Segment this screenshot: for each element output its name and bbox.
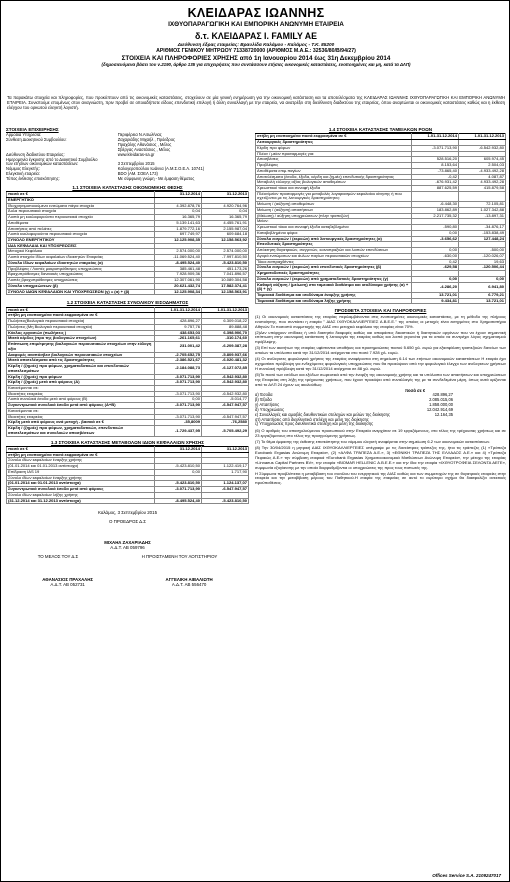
row-value: 16.365,79 (155, 215, 202, 221)
table-header-cell: 31.12.2013 (202, 192, 249, 198)
row-value: 10.089.304,58 (202, 278, 249, 284)
printer-footer: Offices Service S.A. 2109247017 (432, 872, 501, 878)
row-value: -3.656,62 (412, 236, 459, 242)
row-value: -4.933.492,28 (459, 168, 506, 174)
row-value: 12.307.061,90 (155, 278, 202, 284)
equity-changes-table (6, 446, 249, 504)
row-label: ΣΥΝΟΛΟ ΕΝΕΡΓΗΤΙΚΟΥ (7, 237, 155, 243)
row-value: 4.933.492,28 (459, 180, 506, 186)
row-value: -629,58 (412, 265, 459, 271)
row-value: -6.542.932,80 (202, 380, 249, 386)
table-header-cell: 1.01-31.12.2014 (412, 134, 459, 140)
row-value: 385.461,48 (155, 266, 202, 272)
signatures (6, 510, 249, 587)
company-info-value: Καλογεροπούλου Ιωάννα (Α.Μ.Σ.Ο.Ε.Λ. 10741) (117, 166, 205, 172)
company-address: Διεύθυνση έδρας εταιρείας: Βραυλίδα Καλάμου - Καλάμος - Τ.Κ. 85200 (177, 42, 335, 48)
row-label: Λοιπά μη κυκλοφορούντα περιουσιακά στοιχεία (7, 215, 155, 221)
place-date: Καλάμος, 3 Σεπτεμβρίου 2015 (97, 510, 158, 516)
row-label: Μικτά κέρδος (προ της βιολογικών στοιχείων) (7, 336, 155, 342)
note-paragraph: (3) Επί των ακινήτων της εταιρίας υφίστανται υποθήκες και προσημειώσεις ποσού 5.650 χιλ. ευρώ για εξασφάλιση τραπεζικών δανείων των οποίων τα υπόλοιπα κατά την 31/12/2014 ανέρχονται στο ποσό 7.928 χιλ. ευρώ. (255, 345, 506, 356)
row-label: Κέρδη / (ζημιές) προ φόρων (7, 374, 155, 380)
row-value: 72.105,81 (459, 202, 506, 208)
company-brand: δ.τ. ΚΛΕΙΔΑΡΑΣ Ι. FAMILY AE (194, 30, 318, 41)
row-value: 0,00 (459, 276, 506, 282)
row-value: 451.173,26 (202, 266, 249, 272)
row-label: Διαφορές αναπόσβεσ βιολογικών περιουσιακών στοιχείων (7, 352, 155, 358)
company-info-value: Ζαχαριάδης Μιχαήλ , Πρόεδρος (117, 137, 176, 143)
row-value: -5.423.810,50 (202, 498, 249, 504)
row-value: 1.717,90 (202, 469, 249, 475)
row-label: Κατανέμονται σε: (7, 408, 155, 414)
row-value: -35,8009 (155, 420, 202, 426)
row-value: -6.127.072,85 (202, 364, 249, 374)
row-value: 9.434,81 (412, 298, 459, 304)
row-label: Σύνολο εισροών / (εκροών) από λειτουργικές δραστηριότητες (α) (256, 236, 412, 242)
row-label: Βραχυπρόθεσμες δανειακές υποχρεώσεις (7, 272, 155, 278)
row-value: -310.174,60 (202, 336, 249, 342)
row-value: -3.071.713,90 (155, 414, 202, 420)
row-value: 0,00 (155, 397, 202, 403)
row-label: (01.01.2014 και 01.01.2013 αντίστοιχα) (7, 464, 155, 470)
row-label: Σύνολο ιδίων κεφαλαίων λήξης χρήσης (7, 492, 155, 498)
accounting-title: Η ΠΡΟΙΣΤΑΜΕΝΗ ΤΟΥ ΛΟΓΙΣΤΗΡΙΟΥ (141, 554, 218, 560)
row-value: -8.495.524,40 (155, 260, 202, 266)
row-label: Ιδιοκτήτες εταιρείας (7, 391, 155, 397)
row-value: -261.165,61 (155, 336, 202, 342)
row-label: Πλέον/μείον προσαρμογές για μεταβολές λογαριασμών κεφαλαίου κίνησης ή που σχετίζονται με τις λειτουργικές δραστηριότητες: (256, 191, 412, 201)
row-label: Σύνολο ιδίων κεφαλαίων έναρξης χρήσης (7, 458, 155, 464)
row-label: Απόκτηση θυγατρικών, συγγενών, κοινοπραξιών και λοιπών επενδύσεων (256, 248, 412, 254)
row-label: Συγκεντρωτικά συνολικά έσοδα μετά από φόρους (7, 487, 155, 493)
chairman-id: Α.Δ.Τ. ΑΒ 059796 (110, 544, 145, 550)
note-paragraph: (1) Οι οικονομικές καταστάσεις της εταιρίας περιλαμβάνονται στις ενοποιημένες οικονομικές καταστάσεις, με τη μέθοδο της πλήρους ενοποίησης, που συντάσει η εταιρία " ΔΙΑΣ ΙΧΘΥΟΚΑΛΛΙΕΡΓΕΙΕΣ Α.Β.Ε.Ε." της οποίας οι μετοχές είναι εισηγμένες στο Χρηματιστήριο Αθηνών.Το ποσοστό συμμετοχής της ΔΙΑΣ στο μετοχικό κεφάλαιο της εταιρίας είναι 70%. (255, 313, 506, 329)
row-value: 528.516,20 (412, 157, 459, 163)
row-value: -2.184.088,73 (155, 364, 202, 374)
note-paragraph: (2)Δεν υπάρχουν επίδικες ή υπό διαιτησία διαφορές καθώς και αποφάσεις δικαστικών ή διαιτητικών οργάνων που να έχουν σημαντική επίπτωση στην οικονομική κατάσταση ή λειτουργία της εταιρίας καθώς και λοιπά γεγονότα για τα οποία να συντρέχει λόγος σχηματισμού πρόβλεψης. (255, 329, 506, 345)
row-value: -7.997.810,50 (202, 255, 249, 261)
row-value: -120.026,07 (459, 253, 506, 259)
row-label: Καθαρή αύξηση / (μείωση) στα ταμειακά διαθέσιμα και ισοδύναμα χρήσης (α) + (β) + (γ) (256, 282, 412, 292)
row-value: 89.888,48 (202, 324, 249, 330)
row-value: 13.721,01 (412, 292, 459, 298)
row-value: 0,04 (155, 209, 202, 215)
row-label: Επενδυτικές δραστηριότητες (256, 242, 412, 248)
row-label: Προβλέψεις (256, 163, 412, 169)
company-info-row (6, 177, 249, 182)
row-label: Κέρδη προ φόρων (256, 145, 412, 151)
row-value: 8.153,64 (412, 163, 459, 169)
company-info-value: 3 Σεπτεμβρίου 2015 (117, 161, 155, 167)
row-value: -6.020.481,32 (202, 358, 249, 364)
row-value: 6.309.018,22 (202, 319, 249, 325)
row-label: στήλη μη ενοποιημένα ποσά εκφρασμένα σε € (7, 313, 155, 319)
row-label: Πλέον / μείον προσαρμογές για: (256, 151, 412, 157)
row-value: 7.041.896,57 (202, 272, 249, 278)
amount-value: 12.042.914,69 (426, 406, 453, 412)
row-value: 1.027.342,88 (459, 207, 506, 213)
row-label: Πωλήσεις (Μη Βιολογικά περιουσιακά στοιχεία) (7, 324, 155, 330)
company-info-key: Ημερομηνία έγκρισης από το Διοικητικό Συμβούλιο (6, 156, 98, 162)
row-value: -6.209.387,28 (202, 342, 249, 352)
row-value: -590,80 (412, 225, 459, 231)
row-value: 13.721,01 (459, 298, 506, 304)
amount-label: γ) Απαιτήσεις (255, 402, 280, 408)
row-label: Μετοχικό Κεφάλαιο (7, 249, 155, 255)
table-header-cell: 1.01-31.12.2013 (202, 307, 249, 313)
row-label: Απαιτήσεις από πελάτες (7, 226, 155, 232)
row-label: Λοιπά συνολικά έσοδα μετά από φόρους (Β) (7, 397, 155, 403)
row-value: -4.286,20 (412, 282, 459, 292)
row-value: -153.838,49 (459, 230, 506, 236)
row-label: Σύνολο ιδίων κεφαλαίων έναρξης χρήσης (7, 475, 155, 481)
row-value: -3.071.713,90 (155, 374, 202, 380)
company-name: ΚΛΕΙΔΑΡΑΣ ΙΩΑΝΝΗΣ (187, 6, 325, 20)
amounts-header: ποσά σε € (405, 387, 426, 393)
table-row (7, 342, 249, 352)
row-value: -630,00 (412, 253, 459, 259)
table-header-cell: ποσά σε € (7, 447, 155, 453)
table-header-cell: 31.12.2013 (202, 447, 249, 453)
row-label: Μείωση / (αύξηση) αποθεμάτων (256, 202, 412, 208)
intro-paragraph: Τα παρακάτω στοιχεία και πληροφορίες, που προκύπτουν από τις οικονομικές καταστάσεις, στοχεύουν σε μία γενική ενημέρωση για την οικονομική κατάσταση και τα αποτελέσματα της ΚΛΕΙΔΑΡΑΣ ΙΩΑΝΝΗΣ ΙΧΘΥΟΠΑΡΑΓΩΓΙΚΗ ΚΑΙ ΕΜΠΟΡΙΚΗ ΑΝΩΝΥΜΗ ΕΤΑΙΡΕΙΑ. Συνιστούμε επομένως στον αναγνώστη, πριν προβεί σε οποιαδήποτε είδους επενδυτική επιλογή ή άλλη συναλλαγή με την εταιρεία, να ανατρέξει στη διεύθυνση διαδικτύου της εταιρείας, όπου αναρτώνται οι οικονομικές καταστάσεις καθώς και η έκθεση ελέγχου του ορκωτού ελεγκτή λογιστή. (7, 95, 505, 111)
row-value: 16.365,79 (202, 215, 249, 221)
row-label: Μικτά αποτελέσματα από τις δραστηριότητες (7, 358, 155, 364)
cashflow-title: 1.4 ΣΤΟΙΧΕΙΑ ΚΑΤΑΣΤΑΣΗΣ ΤΑΜΕΙΑΚΩΝ ΡΟΩΝ (328, 127, 433, 132)
row-value: -120.506,44 (459, 265, 506, 271)
row-label: (Μείωση) / αύξηση υποχρεώσεων (πλην τραπεζών) (256, 213, 412, 219)
row-value: 0,04 (202, 209, 249, 215)
row-label: Σύνολο υποχρεώσεων (β) (7, 283, 155, 289)
row-label: Ιδιοκτήτες εταιρείας (7, 414, 155, 420)
row-label: Καταβεβλημένοι φόροι (256, 230, 412, 236)
company-info-key: των ετήσιων οικονομικών καταστάσεων: (6, 161, 79, 167)
row-label: (01.01.2014 και 01.01.2013 αντίστοιχα) (7, 481, 155, 487)
company-info-key: Αρμόδια Υπηρεσία: (6, 132, 42, 138)
company-info-list (6, 133, 249, 181)
member-name: ΑΘΑΝΑΣΙΟΣ ΠΡΑΧΑΛΗΣ (42, 577, 94, 583)
row-label: Προβλέψεις / Λοιπές μακροπρόθεσμες υποχρεώσεις (7, 266, 155, 272)
row-value: 428.896,27 (155, 319, 202, 325)
row-label: Λοιπά στοιχεία Ιδίων κεφαλαίων ιδιοκτητών Εταιρείας (7, 255, 155, 261)
document-header (5, 7, 507, 67)
row-value: 0,00 (412, 248, 459, 254)
cashflow-table (255, 133, 506, 304)
member-title: ΤΟ ΜΕΛΟΣ ΤΟΥ Δ.Σ (37, 554, 79, 560)
row-label: Αποθέματα (7, 220, 155, 226)
row-label: ΕΝΕΡΓΗΤΙΚΟ (7, 197, 155, 203)
company-activity: ΙΧΘΥΟΠΑΡΑΓΩΓΙΚΗ ΚΑΙ ΕΜΠΟΡΙΚΗ ΑΝΩΝΥΜΗ ΕΤΑΙΡΕΙΑ (168, 21, 344, 29)
table-header-cell: ποσά σε € (7, 192, 155, 198)
company-info-title: ΣΤΟΙΧΕΙΑ ΕΠΙΧΕΙΡΗΣΗΣ (6, 127, 59, 132)
note-paragraph: (6) Ο αριθμός του απασχολούμενου προσωπικού στην Εταιρεία ανερχόταν σε 19 εργαζόμενους, στο τέλος της τρέχουσας χρήσεως και σε 23 εργαζόμενους στο τέλος της προηγούμενης χρήσεως. (255, 428, 506, 439)
row-value: -2.386.521,67 (155, 358, 202, 364)
company-info-value: Σβέργας Αναστάσιος , Μέλος (117, 146, 171, 152)
row-value: 438.653,03 (155, 330, 202, 336)
row-value: 17.582.374,41 (202, 283, 249, 289)
row-value: 20.621.432,74 (155, 283, 202, 289)
row-label: Λοιπά κυκλοφορούντα περιουσιακά στοιχεία (7, 232, 155, 238)
row-label: στήλη μη ενοποιημένα ποσά εκφρασμένα σε € (7, 452, 155, 458)
row-value: -5.423.810,50 (202, 260, 249, 266)
table-header-cell: 1.01-31.12.2013 (459, 134, 506, 140)
row-label: Αποθέματα επιμ.παγίων (256, 168, 412, 174)
row-value: 19,63 (459, 259, 506, 265)
row-label: Κατανέμονται σε: (7, 386, 155, 392)
row-value: 2.504,03 (459, 163, 506, 169)
row-value: -11.069.524,40 (155, 255, 202, 261)
row-label: Ταμειακά διαθέσιμα και ισοδύναμα έναρξης χρήσης (256, 292, 412, 298)
row-value: 0,00 (155, 469, 202, 475)
row-label: Κέρδη / (ζημιές) προ φόρων, χρηματοδοτικών, επενδυτικών αποτελεσμάτων και συνολικών αποσβέσεων (7, 426, 155, 436)
row-value: -3.071.713,90 (412, 145, 459, 151)
row-value: -76,2580 (202, 420, 249, 426)
amount-label: στ) Απαιτήσεις από διευθυντικά στελέχη και μέλη της διοίκησης (255, 416, 369, 422)
note-paragraph: Η Σύμφωνα προβλέπεται η μεταβίβαση του συνόλου του ενεργητικού της ΔΙΑΣ καθώς και των συμμετοχών της σε θυγατρικές εταιρείες στην εταιρεία και την μεταβίβαση μέρους του Παθητικού.Η εταιρία της εταιρείας σε αυτό το ευρύτερο σχήμα θα διασφαλίζει ανεκτικές προϋποθέσεις. (255, 470, 506, 486)
row-label: Σύνολο Ιδίων κεφαλαίων ιδιοκτητών εταιρείας (α) (7, 260, 155, 266)
row-value: 12.158.563,92 (202, 237, 249, 243)
row-value: -5.423.810,50 (155, 464, 202, 470)
row-value: -1.729.437,95 (155, 426, 202, 436)
note-paragraph: (4) Οι ανέλεγκτες φορολογικά χρήσεις της εταιρίας αναφέρονται στη σημείωση 6.14 των ετήσιων οικονομικών καταστάσεων Η εταιρία έχει σχηματίσει πρόβλεψη για ενδεχόμενες φορολογικές υποχρεώσεις που θα προκύψουν από την φορολογικό έλεγχο των ανέλεγκτων χρήσεων Η συνολική πρόβλεψη κατά την 31/12/2014 ανέρχεται σε 88 χιλ. ευρώ. (255, 356, 506, 371)
row-value: 7.928.909,36 (155, 272, 202, 278)
row-label: (31.12.2014 και 31.12.2013 αντίστοιχα) (7, 498, 155, 504)
row-value (412, 191, 459, 201)
table-row (256, 191, 506, 201)
row-value: -3.071.713,90 (155, 487, 202, 493)
member-id: Α.Δ.Τ. ΑΒ 052731 (50, 582, 85, 588)
row-value: 12.125.908,34 (155, 289, 202, 295)
row-value: -34.876,17 (459, 225, 506, 231)
amount-label: β) Έξοδα (255, 397, 272, 403)
row-label: ΙΔΙΑ ΚΕΦΑΛΑΙΑ ΚΑΙ ΥΠΟΧΡΕΩΣΕΙΣ (7, 243, 155, 249)
row-label: Κέρδη / (ζημιές) μετά από φόρους (Α) (7, 380, 155, 386)
row-value: 605.974,45 (459, 157, 506, 163)
row-value: -13.897,31 (459, 213, 506, 219)
amount-label: ζ) Υποχρεώσεις προς διευθυντικά στελέχη και μέλη της διοίκησης (255, 421, 374, 427)
row-value: 1.122.419,17 (202, 464, 249, 470)
row-value: 6.398.906,70 (202, 330, 249, 336)
left-column (6, 125, 249, 588)
table-header-cell: 1.01-31.12.2014 (155, 307, 202, 313)
row-value: -6.542.932,80 (459, 145, 506, 151)
company-info-key: Σύνθεση Διοικητικού Συμβουλίου: (6, 137, 67, 143)
note-paragraph: (7) Το θέμα έμφασης της έκθεσης επισκόπησης του νόμιμου ελεγκτή αναφέρεται στην σημείωση 6.2 των οικονομικών καταστάσεων. (255, 439, 491, 445)
table-row (7, 364, 249, 374)
row-value: 231.001,42 (155, 342, 202, 352)
row-value: -5.423.810,50 (155, 481, 202, 487)
row-label: Σύνολο εισροών / (εκροών) από χρηματοδοτικές δραστηριότητες (γ) (256, 276, 412, 282)
balance-title: 1.1 ΣΤΟΙΧΕΙΑ ΚΑΤΑΣΤΑΣΗΣ ΟΙΚΟΝΟΜΙΚΗΣ ΘΕΣΗΣ (72, 184, 183, 190)
company-info-value: www.kleidaras-sa.gr (117, 151, 155, 157)
row-value: -8.495.524,40 (155, 498, 202, 504)
chairman-title: Ο ΠΡΟΕΔΡΟΣ Δ.Σ (109, 518, 146, 524)
row-value: 5.139.141,63 (155, 220, 202, 226)
row-label: Επίπτωση επιμέτρησης βιολογικών περιουσιακών στοιχείων στην εύλογη αξία (7, 342, 155, 352)
row-value: -500,00 (459, 248, 506, 254)
row-value: -3.071.713,90 (155, 380, 202, 386)
accounting-name: ΑΓΓΕΛΙΚΗ ΑΙΒΑΛΙΩΤΗ (165, 577, 213, 583)
amount-row (255, 422, 506, 427)
row-label: Κέρδη μετά από φόρους ανά μετοχή - βασικά σε € (7, 420, 155, 426)
row-value: 2.155.987,04 (202, 226, 249, 232)
row-value: -6.547.947,57 (202, 487, 249, 493)
amount-value: 1.858.000,00 (429, 402, 453, 408)
row-value: 127.448,24 (459, 236, 506, 242)
income-statement-table (6, 307, 249, 437)
company-info-key: Ελεγκτική εταιρεία: (6, 171, 40, 177)
table-header-cell: 31.12.2014 (155, 192, 202, 198)
row-label: Χρεωστικοί τόκοι και συναφή έξοδα (256, 186, 412, 192)
table-header-cell: 31.12.2014 (155, 447, 202, 453)
row-label: Συγκεντρωτικά συνολικά έσοδα μετά από φόρους (Α+Β) (7, 403, 155, 409)
chairman-name: ΜΙΧΑΗΛ ΖΑΧΑΡΙΑΔΗΣ (104, 539, 151, 545)
row-label: Κέρδη / (ζημιές) προ φόρων, χρηματοδοτικών και επενδυτικών αποτελεσμάτων (7, 364, 155, 374)
row-value (459, 191, 506, 201)
note-paragraph: (5)Το ποσό των εσόδων και εξόδων σωρευτικά από την έναρξη της οικονομικής χρήσης και τα υπόλοιπα των απαιτήσεων και υποχρεώσεων της Εταιρείας στη λήξη της τρέχουσας χρήσεως, που έχουν προκύψει από συναλλαγές της με τα συνδεδεμένα μέρη, όπως αυτά ορίζονται από το ΔΛΠ 24 έχουν ως ακολούθως: (255, 371, 506, 387)
row-label: Μεταβολή εύλογης αξίας βιολογικών αποθεμάτων (256, 180, 412, 186)
row-label: Αγορά ενσώματων και άυλων παγίων περιουσιακών στοιχείων (256, 253, 412, 259)
row-value: 4.455.761,91 (202, 220, 249, 226)
row-value: -6.542.932,80 (202, 391, 249, 397)
document-subtitle: (δημοσιευόμενα βάσει του ν.2190, άρθρο 135 για επιχειρήσεις που συντάσσουν ετήσιες οικονομικές καταστάσεις, ενοποιημένες και μη, κατά τα ΔΛΠ) (101, 62, 411, 68)
right-column (255, 125, 506, 487)
row-value: -0,42 (412, 174, 459, 180)
income-title: 1.2 ΣΤΟΙΧΕΙΑ ΚΑΤΑΣΤΑΣΗΣ ΣΥΝΟΛΙΚΟΥ ΕΙΣΟΔΗΜΑΤΟΣ (66, 300, 189, 306)
row-value: 12.158.563,91 (202, 289, 249, 295)
balance-sheet-table (6, 191, 249, 295)
company-info-key: Νόμιμος Ελεγκτής: (6, 166, 40, 172)
row-value: -3.071.713,90 (155, 391, 202, 397)
notes-paragraphs (255, 315, 506, 388)
row-label: Αποσβέσεις (256, 157, 412, 163)
row-label: Τόκοι εισπραχθέντες (256, 259, 412, 265)
row-value: -6.547.947,57 (202, 403, 249, 409)
row-label: Αποτελέσματα (έσοδα, έξοδα, κέρδη και ζημιές) επενδυτικής δραστηριότητας (256, 174, 412, 180)
row-value: 12.125.908,35 (155, 237, 202, 243)
row-value: 6.779,21 (459, 292, 506, 298)
row-value: 4.392.878,76 (155, 203, 202, 209)
row-label: Επίδραση IAS 19 (7, 469, 155, 475)
document-title: ΣΤΟΙΧΕΙΑ ΚΑΙ ΠΛΗΡΟΦΟΡΙΕΣ ΧΡΗΣΗΣ από 1η Ιανουαρίου 2014 έως 31η Δεκεμβρίου 2014 (121, 54, 391, 62)
row-value: -5.809.937,66 (202, 352, 249, 358)
row-label: Μείον: (256, 219, 412, 225)
amount-value (405, 422, 453, 427)
company-info-value: Με σύμφωνη γνώμη - Με έμφαση θέματος (117, 175, 195, 181)
table-row (7, 498, 249, 504)
row-value: 9.757,76 (155, 324, 202, 330)
equity-title: 1.3 ΣΤΟΙΧΕΙΑ ΚΑΤΑΣΤΑΣΗΣ ΜΕΤΑΒΟΛΩΝ ΙΔΙΩΝ ΚΕΦΑΛΑΙΩΝ ΧΡΗΣΗΣ (50, 439, 205, 445)
amount-label: ε) Συναλλαγές και αμοιβές διευθυντικών στελεχών και μελών της διοίκησης (255, 411, 390, 417)
amount-label: δ) Υποχρεώσεις (255, 406, 285, 412)
row-value: 0,42 (412, 259, 459, 265)
row-label: Άυλα περιουσιακά στοιχεία (7, 209, 155, 215)
row-label: Χρηματοδοτικές δραστηριότητες (256, 271, 412, 277)
table-row (7, 426, 249, 436)
row-value: -6.542.932,80 (202, 374, 249, 380)
company-info-value: Πραχάλης Αθανάσιος , Μέλος (117, 142, 172, 148)
row-value: -5.705.492,29 (202, 426, 249, 436)
row-label: Ιδιοχρησιμοποιούμενα ενσώματα πάγια στοιχεία (7, 203, 155, 209)
table-row (256, 298, 506, 304)
table-header-cell: στήλη μη ενοποιημένα ποσά εκφρασμένα σε € (256, 134, 412, 140)
row-value: 1.879.772,16 (155, 226, 202, 232)
notes-paragraphs-2 (255, 429, 506, 486)
accounting-id: Α.Δ.Τ. ΑΒ 556470 (171, 582, 207, 588)
row-label: Ταμειακά διαθέσιμα και ισοδύναμα λήξης χρήσης (256, 298, 412, 304)
row-value: -6.448,30 (412, 202, 459, 208)
row-value: 2.217.735,32 (412, 213, 459, 219)
table-row (7, 289, 249, 295)
company-info-key: Διεύθυνση διαδικτύου Εταιρείας: (6, 151, 65, 157)
row-label: Χρεωστικοί τόκοι και συναφή έξοδα καταβεβλημένα (256, 225, 412, 231)
row-value: 2.574.000,00 (202, 249, 249, 255)
row-label: Κύκλος εργασιών (πωλήσεις ) (7, 330, 155, 336)
row-value: 4.087,87 (459, 174, 506, 180)
company-info-key: Τύπος έκθεσης επισκόπησης: (6, 175, 60, 181)
row-value: 415.879,58 (459, 186, 506, 192)
row-label: ΣΥΝΟΛΟ ΙΔΙΩΝ ΚΕΦΑΛΑΙΩΝ ΚΑΙ ΥΠΟΧΡΕΩΣΕΩΝ (γ) = (α) + (β) (7, 289, 155, 295)
amount-value: 428.896,27 (432, 392, 453, 398)
row-value: 697.749,97 (155, 232, 202, 238)
table-row (256, 282, 506, 292)
table-header-cell: ποσά σε € (7, 307, 155, 313)
row-value: 887.625,59 (412, 186, 459, 192)
company-info-value: Περιφέρεια Ν.Αιτωλ/νιας (117, 132, 162, 138)
row-label: Λοιπές βραχυπρόθεσμες υποχρεώσεις (7, 278, 155, 284)
row-value: -73.865,40 (412, 168, 459, 174)
company-registry: ΑΡΙΘΜΟΣ ΓΕΝΙΚΟΥ ΜΗΤΡΩΟΥ 71338720000 (ΑΡΙΘΜΟΣ Μ.Α.Ε.: 32536/80/Β/94/27) (156, 47, 356, 54)
row-value: 0,00 (412, 230, 459, 236)
row-value: 2.574.000,00 (155, 249, 202, 255)
row-value: -3.071.713,90 (155, 403, 202, 409)
row-value: -6.547.947,57 (202, 414, 249, 420)
row-value: -676.931,42 (412, 180, 459, 186)
amount-value: 12.164,35 (434, 411, 453, 417)
row-value: -2.705.652,75 (155, 352, 202, 358)
notes-title: ΠΡΟΣΘΕΤΑ ΣΤΟΙΧΕΙΑ ΚΑΙ ΠΛΗΡΟΦΟΡΙΕΣ (334, 308, 427, 314)
row-label: Λειτουργικές δραστηριότητες (256, 140, 412, 146)
row-label: Μείωση / (αύξηση) απαιτήσεων (256, 207, 412, 213)
row-value: 6.941,80 (459, 282, 506, 292)
row-value: 183.862,89 (412, 207, 459, 213)
amount-value: 2.085.015,06 (429, 397, 453, 403)
row-value: 1.124.137,07 (202, 481, 249, 487)
row-label: Πωλήσεις(Βιολογικά περιουσιακά στοιχεία) (7, 319, 155, 325)
row-label: Σύνολο εισροών / (εκροών) από επενδυτικές δραστηριότητες (β) (256, 265, 412, 271)
row-value: -5.014,77 (202, 397, 249, 403)
row-value: 0,00 (412, 276, 459, 282)
row-value: 609.684,18 (202, 232, 249, 238)
company-info-value: BDO (ΑΜ. ΣΟΕΛ 173) (117, 171, 158, 177)
note-paragraph: (8) Την 30/04/2015 η μητρική ΔΙΑΣ ΙΧΘΥΟΚΑΛΛΙΕΡΓΕΙΕΣ υπέγραψε με τις δανείστριες τράπεζες της, ήτοι τις τράπεζες (1) «Τράπεζα Eurobank Ergasias Ανώνυμη Εταιρεία», (2) «ΑΛΦΑ ΤΡΑΠΕΖΑ Α.Ε.», 3) «ΕΘΝΙΚΗ ΤΡΑΠΕΖΑ ΤΗΣ ΕΛΛΑΔΟΣ Α.Ε.» και 4) «Τράπεζα Πειραιώς Α.Ε.» την σύμβαση εταιρικά «Eurobank Ergasias Χρηματοοικονομικά Μισθώσεων Ανώνυμη Εταιρεία», την μέτοχο της εταιρίας «Linnaeus Capital Partners BV», την εταιρία «BIOMAR HELLENIC A.B.E.E.» και την ίδια την εταιρία «ΙΧΘΥΟΤΡΟΦΕΙΑ ΣΕΛΟΝΤΑ ΑΕΓΕ», συμφωνία εξυγίανσης με την οποία διαρρυθμίζονται οι υποχρεώσεις της προς τους πιστωτές της. (255, 445, 506, 470)
related-party-amounts (255, 393, 506, 427)
amount-label: α) Έσοδα (255, 392, 273, 398)
row-value: 4.920.764,96 (202, 203, 249, 209)
